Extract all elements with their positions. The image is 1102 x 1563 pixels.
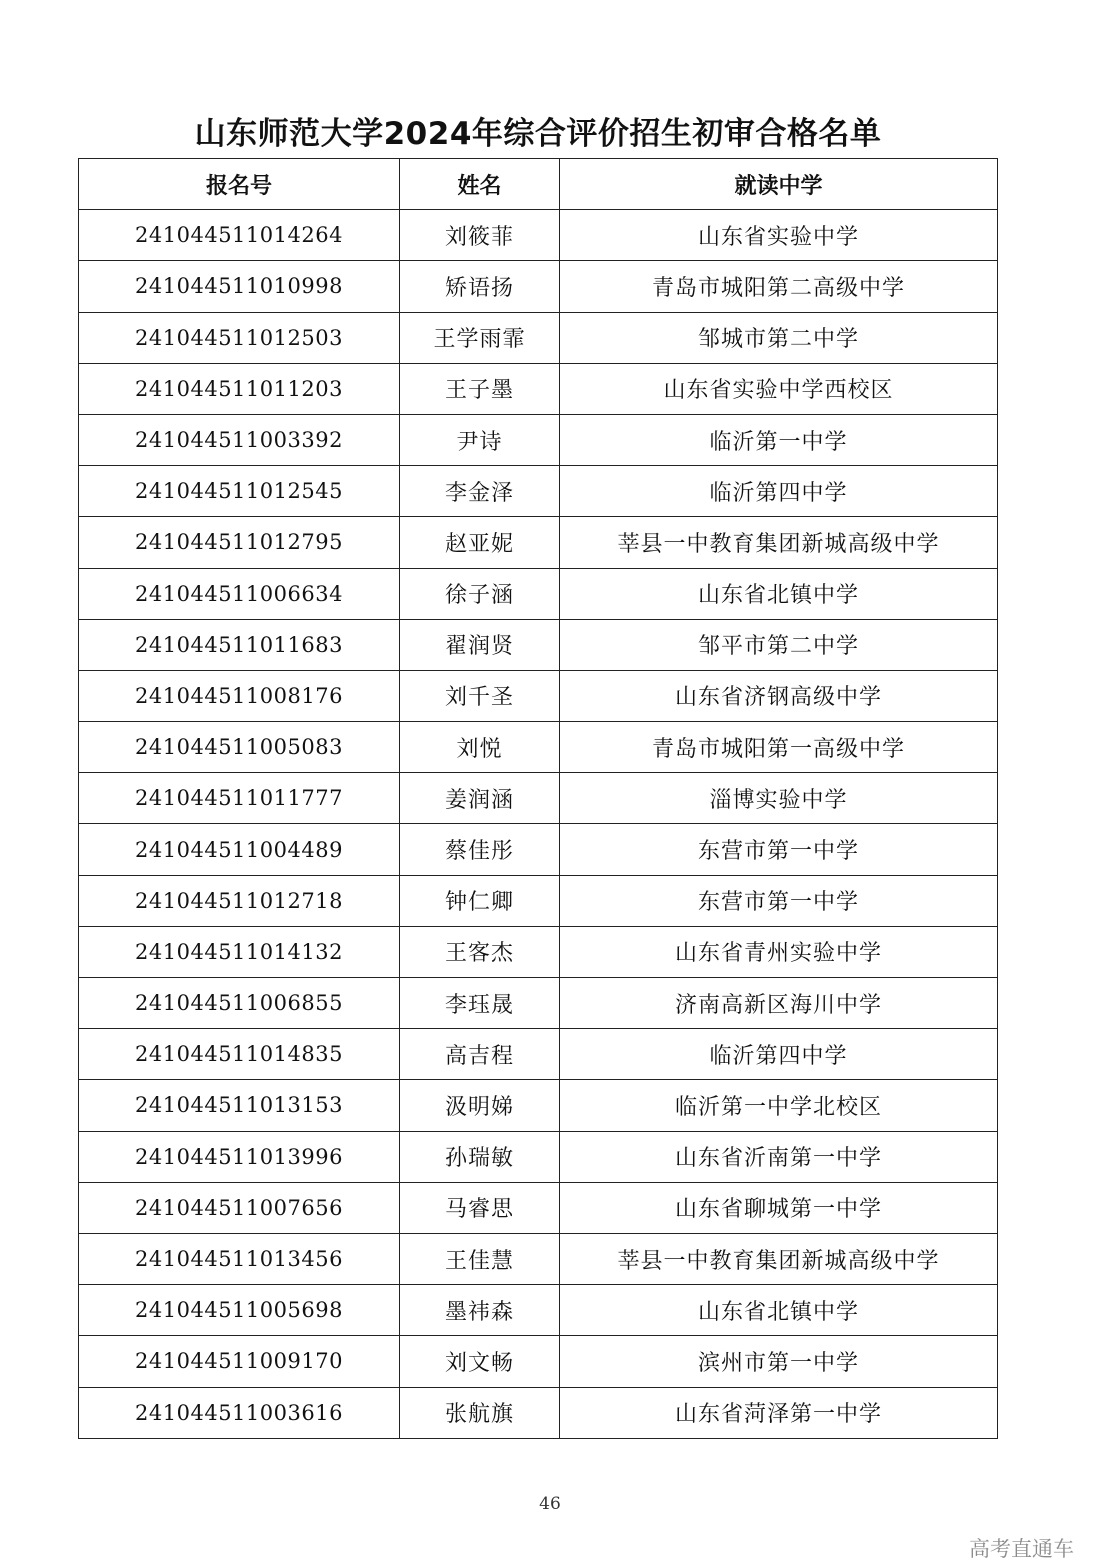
table-row — [79, 363, 998, 414]
table-row — [79, 1080, 998, 1131]
table-header-row — [79, 159, 998, 210]
student-name-cell: 刘筱菲 — [400, 210, 560, 261]
header-registration-number: 报名号 — [79, 159, 400, 210]
school-name-cell: 山东省济钢高级中学 — [560, 670, 998, 721]
table-row — [79, 670, 998, 721]
student-name-cell: 王客杰 — [400, 926, 560, 977]
student-name-cell: 尹诗 — [400, 414, 560, 465]
student-name-cell: 王学雨霏 — [400, 312, 560, 363]
registration-number-cell: 241044511005698 — [79, 1285, 400, 1336]
table-row — [79, 210, 998, 261]
student-name-cell: 刘千圣 — [400, 670, 560, 721]
school-name-cell: 山东省聊城第一中学 — [560, 1182, 998, 1233]
watermark-text: 高考直通车 — [969, 1537, 1074, 1561]
table-row — [79, 261, 998, 312]
table-row — [79, 1029, 998, 1080]
table-row — [79, 1182, 998, 1233]
table-row — [79, 619, 998, 670]
registration-number-cell: 241044511014835 — [79, 1029, 400, 1080]
student-name-cell: 钟仁卿 — [400, 875, 560, 926]
student-name-cell: 李珏晟 — [400, 978, 560, 1029]
registration-number-cell: 241044511012718 — [79, 875, 400, 926]
registration-number-cell: 241044511006634 — [79, 568, 400, 619]
table-row — [79, 926, 998, 977]
table-row — [79, 1233, 998, 1284]
registration-number-cell: 241044511013996 — [79, 1131, 400, 1182]
student-name-cell: 孙瑞敏 — [400, 1131, 560, 1182]
registration-number-cell: 241044511011203 — [79, 363, 400, 414]
table-row — [79, 978, 998, 1029]
table-row — [79, 1387, 998, 1438]
registration-number-cell: 241044511014132 — [79, 926, 400, 977]
table-row — [79, 1336, 998, 1387]
student-name-cell: 姜润涵 — [400, 773, 560, 824]
table-row — [79, 466, 998, 517]
registration-number-cell: 241044511013153 — [79, 1080, 400, 1131]
school-name-cell: 邹平市第二中学 — [560, 619, 998, 670]
registration-number-cell: 241044511003392 — [79, 414, 400, 465]
school-name-cell: 临沂第四中学 — [560, 1029, 998, 1080]
school-name-cell: 山东省沂南第一中学 — [560, 1131, 998, 1182]
table-row — [79, 875, 998, 926]
student-name-cell: 徐子涵 — [400, 568, 560, 619]
table-row — [79, 773, 998, 824]
student-name-cell: 高吉程 — [400, 1029, 560, 1080]
page-number: 46 — [539, 1494, 561, 1514]
student-name-cell: 王佳慧 — [400, 1233, 560, 1284]
school-name-cell: 山东省实验中学西校区 — [560, 363, 998, 414]
header-school: 就读中学 — [560, 159, 998, 210]
school-name-cell: 东营市第一中学 — [560, 875, 998, 926]
school-name-cell: 山东省青州实验中学 — [560, 926, 998, 977]
table-row — [79, 1131, 998, 1182]
school-name-cell: 东营市第一中学 — [560, 824, 998, 875]
header-name: 姓名 — [400, 159, 560, 210]
registration-number-cell: 241044511005083 — [79, 722, 400, 773]
registration-number-cell: 241044511012545 — [79, 466, 400, 517]
registration-number-cell: 241044511003616 — [79, 1387, 400, 1438]
school-name-cell: 淄博实验中学 — [560, 773, 998, 824]
table-row — [79, 517, 998, 568]
student-name-cell: 马睿思 — [400, 1182, 560, 1233]
registration-number-cell: 241044511007656 — [79, 1182, 400, 1233]
school-name-cell: 山东省实验中学 — [560, 210, 998, 261]
student-name-cell: 汲明娣 — [400, 1080, 560, 1131]
table-row — [79, 568, 998, 619]
student-name-cell: 张航旗 — [400, 1387, 560, 1438]
student-name-cell: 赵亚妮 — [400, 517, 560, 568]
registration-number-cell: 241044511014264 — [79, 210, 400, 261]
page-title: 山东师范大学2024年综合评价招生初审合格名单 — [194, 116, 882, 152]
school-name-cell: 山东省北镇中学 — [560, 568, 998, 619]
school-name-cell: 邹城市第二中学 — [560, 312, 998, 363]
registration-number-cell: 241044511004489 — [79, 824, 400, 875]
registration-number-cell: 241044511013456 — [79, 1233, 400, 1284]
school-name-cell: 临沂第一中学北校区 — [560, 1080, 998, 1131]
student-name-cell: 李金泽 — [400, 466, 560, 517]
registration-number-cell: 241044511006855 — [79, 978, 400, 1029]
registration-number-cell: 241044511011683 — [79, 619, 400, 670]
registration-number-cell: 241044511012795 — [79, 517, 400, 568]
table-row — [79, 312, 998, 363]
school-name-cell: 青岛市城阳第一高级中学 — [560, 722, 998, 773]
registration-number-cell: 241044511008176 — [79, 670, 400, 721]
student-name-cell: 王子墨 — [400, 363, 560, 414]
school-name-cell: 青岛市城阳第二高级中学 — [560, 261, 998, 312]
school-name-cell: 山东省北镇中学 — [560, 1285, 998, 1336]
table-body — [79, 210, 998, 1439]
registration-number-cell: 241044511011777 — [79, 773, 400, 824]
table-row — [79, 824, 998, 875]
student-name-cell: 刘悦 — [400, 722, 560, 773]
table-row — [79, 1285, 998, 1336]
student-name-cell: 刘文畅 — [400, 1336, 560, 1387]
school-name-cell: 济南高新区海川中学 — [560, 978, 998, 1029]
school-name-cell: 莘县一中教育集团新城高级中学 — [560, 1233, 998, 1284]
registration-number-cell: 241044511012503 — [79, 312, 400, 363]
table-row — [79, 722, 998, 773]
school-name-cell: 山东省菏泽第一中学 — [560, 1387, 998, 1438]
registration-number-cell: 241044511009170 — [79, 1336, 400, 1387]
student-name-cell: 墨祎森 — [400, 1285, 560, 1336]
school-name-cell: 临沂第一中学 — [560, 414, 998, 465]
student-name-cell: 矫语扬 — [400, 261, 560, 312]
student-name-cell: 翟润贤 — [400, 619, 560, 670]
registration-number-cell: 241044511010998 — [79, 261, 400, 312]
school-name-cell: 莘县一中教育集团新城高级中学 — [560, 517, 998, 568]
school-name-cell: 滨州市第一中学 — [560, 1336, 998, 1387]
admission-list-table — [78, 158, 998, 1439]
table-row — [79, 414, 998, 465]
student-name-cell: 蔡佳彤 — [400, 824, 560, 875]
school-name-cell: 临沂第四中学 — [560, 466, 998, 517]
